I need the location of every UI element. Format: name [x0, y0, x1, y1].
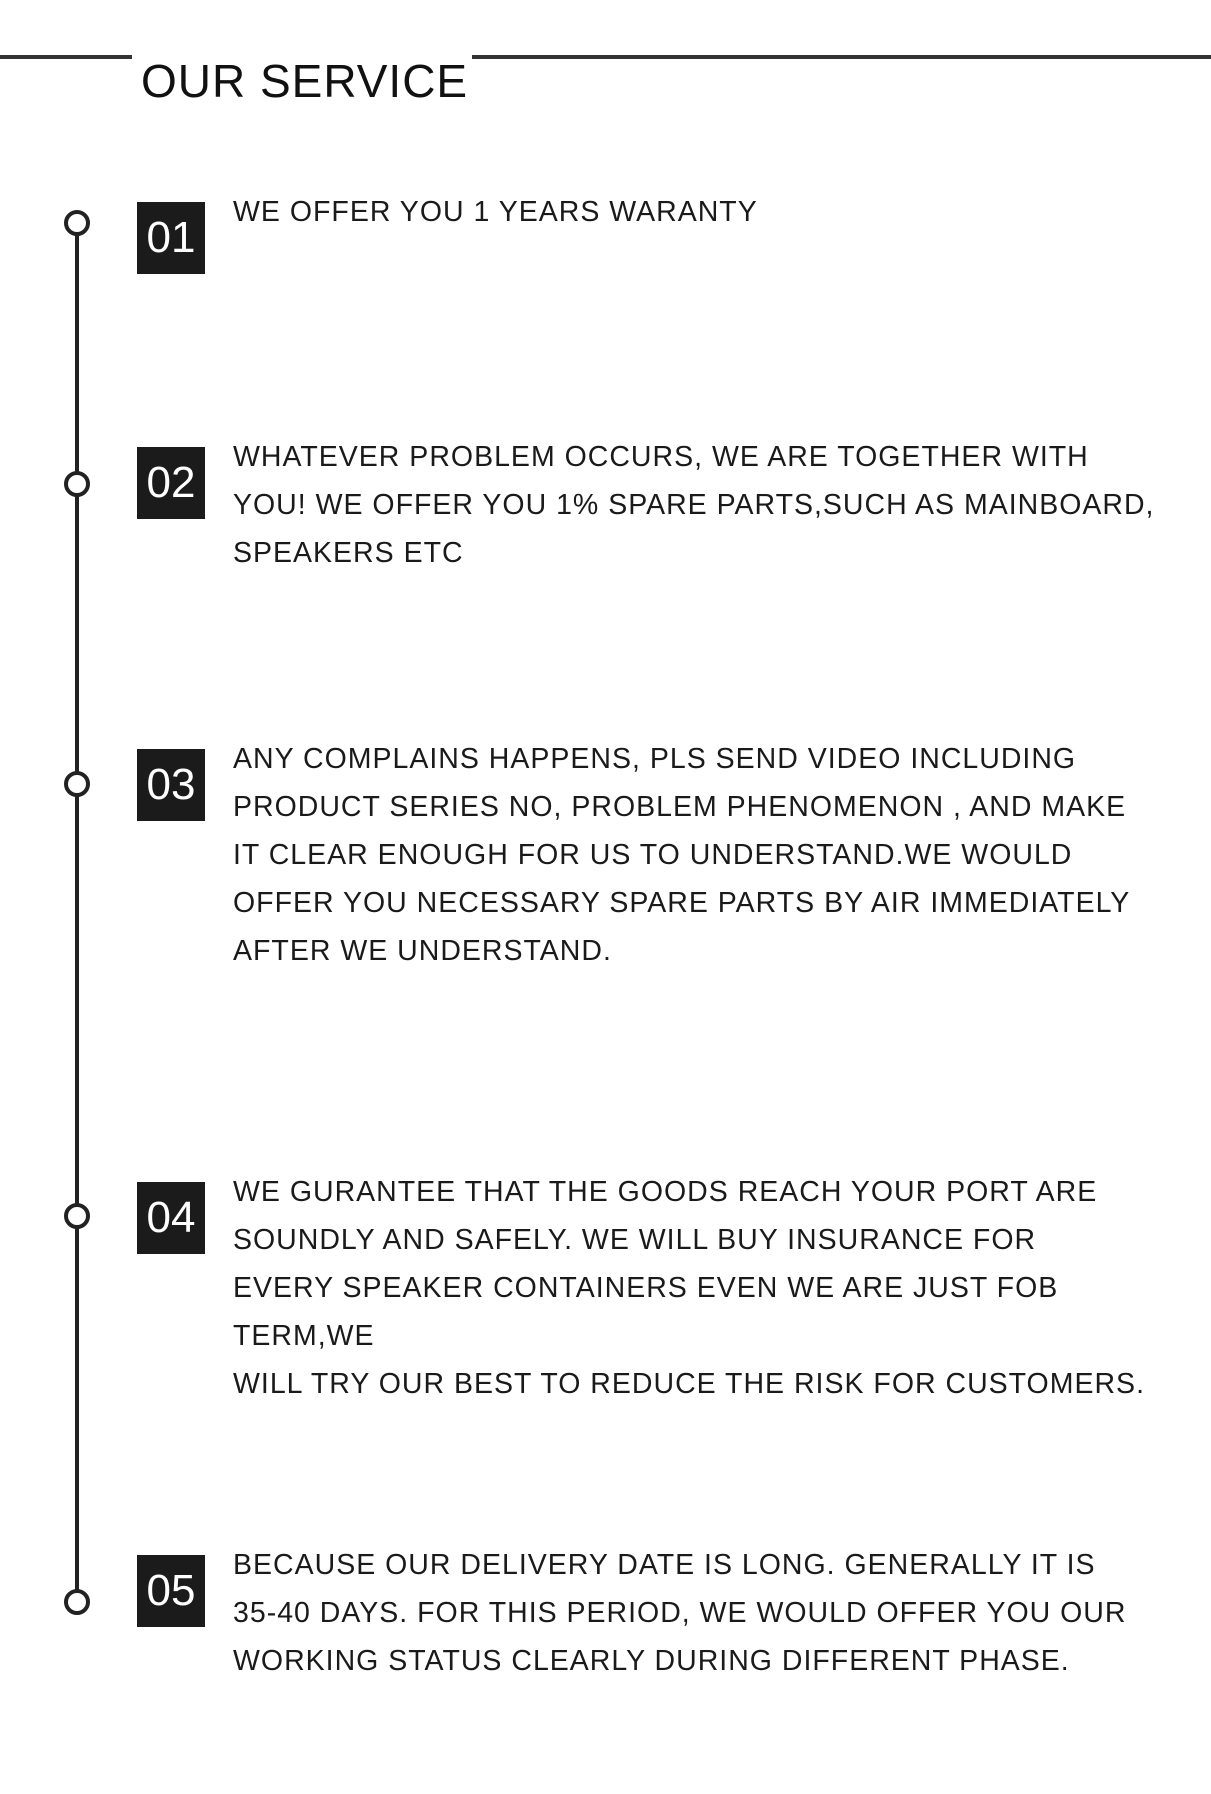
service-number-badge: 04: [137, 1182, 205, 1254]
section-header: [0, 0, 1211, 110]
service-number-badge: 03: [137, 749, 205, 821]
timeline-line: [75, 222, 79, 1607]
timeline-node-3-icon: [64, 771, 90, 797]
timeline-node-1-icon: [64, 210, 90, 236]
service-number-badge: 01: [137, 202, 205, 274]
header-divider-right: [472, 55, 1211, 59]
timeline-node-4-icon: [64, 1203, 90, 1229]
timeline-node-5-icon: [64, 1589, 90, 1615]
service-number-badge: 02: [137, 447, 205, 519]
service-description: WE OFFER YOU 1 YEARS WARANTY: [233, 196, 758, 228]
service-description: BECAUSE OUR DELIVERY DATE IS LONG. GENERALLY IT IS 35-40 DAYS. FOR THIS PERIOD, WE WOULD OFFER YOU OUR WORKING STATUS CLEARLY DURING DIFFERENT PHASE.: [233, 1549, 1127, 1677]
page-title: OUR SERVICE: [141, 54, 469, 107]
service-description: ANY COMPLAINS HAPPENS, PLS SEND VIDEO INCLUDING PRODUCT SERIES NO, PROBLEM PHENOMENON , AND MAKE IT CLEAR ENOUGH FOR US TO UNDERSTAND.WE WOULD OFFER YOU NECESSARY SPARE PARTS BY AIR IMMEDIATELY AFTER WE UNDERSTAND.: [233, 743, 1131, 967]
timeline-node-2-icon: [64, 471, 90, 497]
service-description: WHATEVER PROBLEM OCCURS, WE ARE TOGETHER WITH YOU! WE OFFER YOU 1% SPARE PARTS,SUCH AS MAINBOARD, SPEAKERS ETC: [233, 441, 1155, 569]
service-description: WE GURANTEE THAT THE GOODS REACH YOUR PORT ARE SOUNDLY AND SAFELY. WE WILL BUY INSURANCE FOR EVERY SPEAKER CONTAINERS EVEN WE ARE JUST FOB TERM,WE WILL TRY OUR BEST TO REDUCE THE RISK FOR CUSTOMERS.: [233, 1176, 1145, 1400]
service-number-badge: 05: [137, 1555, 205, 1627]
header-divider-left: [0, 55, 132, 59]
